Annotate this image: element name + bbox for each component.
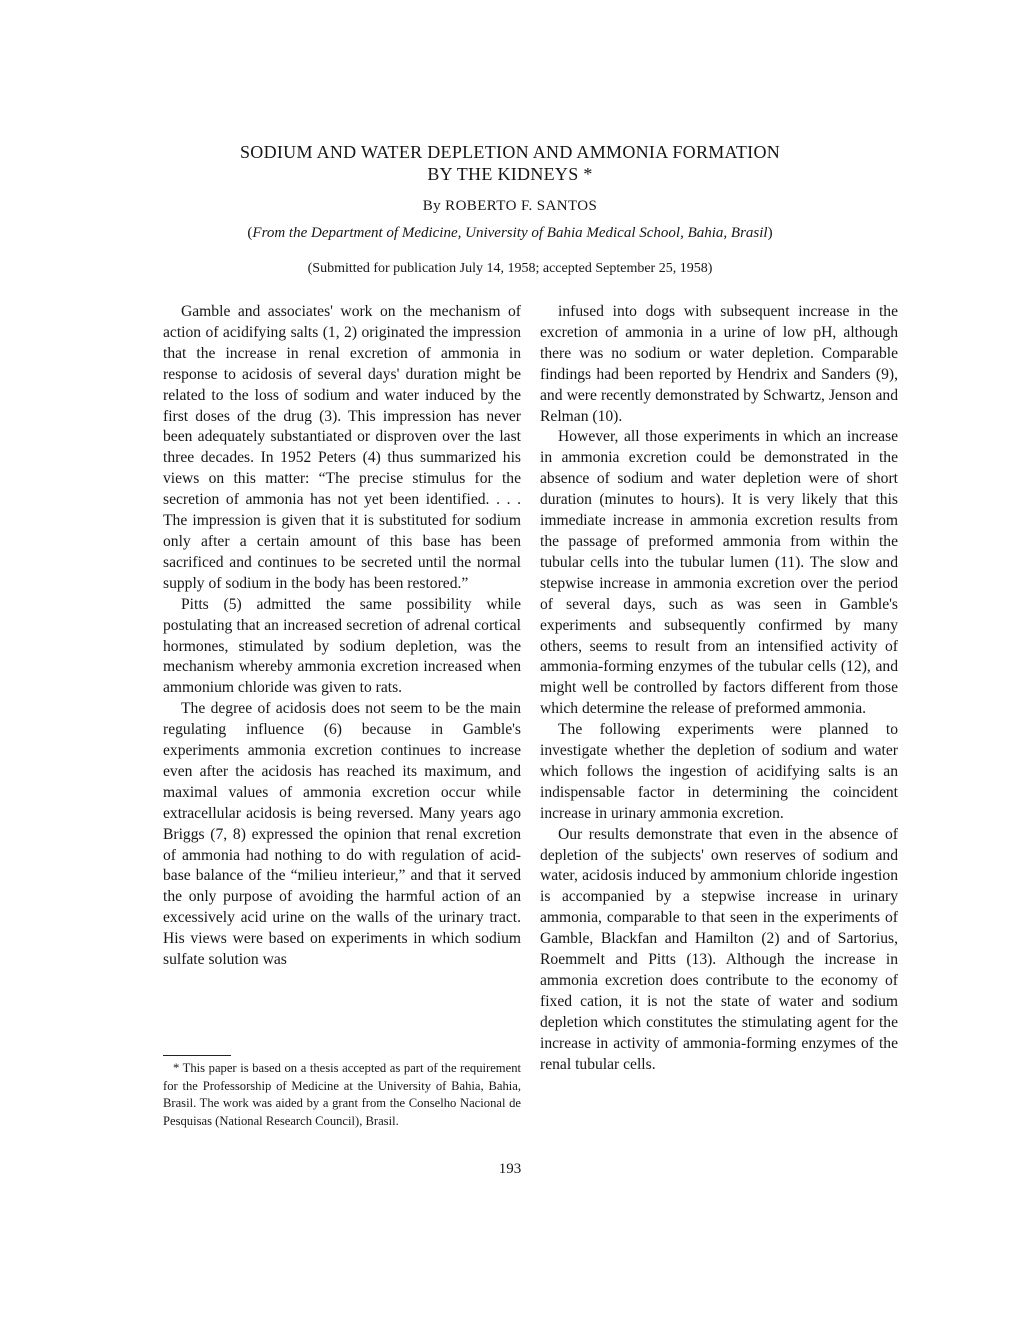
right-column: [540, 302, 898, 1076]
title-line-1: SODIUM AND WATER DEPLETION AND AMMONIA FORMATION: [239, 142, 781, 162]
page-number: 193: [498, 1161, 522, 1177]
footnote: [163, 1060, 521, 1130]
footnote-text: * This paper is based on a thesis accepted as part of the requirement for the Professorship of Medicine at the University of Bahia, Bahia, Brasil. The work was aided by a grant from the Conselho Nacional de Pesquisas (National Research Council), Brasil.: [163, 1061, 521, 1128]
affiliation-close-paren: ): [767, 225, 773, 241]
article-title: [0, 141, 1020, 185]
body-paragraph: The following experiments were planned to investigate whether the depletion of sodium and water which follows the ingestion of acidifying salts is an indispensable factor in determining the coincident increase in urinary ammonia excretion.: [540, 721, 898, 822]
body-paragraph: However, all those experiments in which an increase in ammonia excretion could be demonstrated in the absence of sodium and water depletion were of short duration (minutes to hours). It is very likely that this immediate increase in ammonia excretion results from the passage of preformed ammonia from within the tubular cells into the tubular lumen (11). The slow and stepwise increase in ammonia excretion over the period of several days, such as was seen in Gamble's experiments and subsequently confirmed by many others, seems to result from an intensified activity of ammonia-forming enzymes of the tubular cells (12), and might well be controlled by factors different from those which determine the release of preformed ammonia.: [540, 428, 898, 718]
body-paragraph: Gamble and associates' work on the mechanism of action of acidifying salts (1, 2) originated the impression that the increase in renal excretion of ammonia in response to acidosis of several days' duration might be related to the loss of sodium and water induced by the first doses of the drug (3). This impression has never been adequately substantiated or disproven over the last three decades. In 1952 Peters (4) thus summarized his views on this matter: “The precise stimulus for the secretion of ammonia has not yet been identified. . . . The impression is given that it is substituted for sodium only after a certain amount of this base has been sacrificed and continues to be secreted until the normal supply of sodium in the body has been restored.”: [163, 303, 521, 592]
title-line-2: BY THE KIDNEYS *: [427, 164, 593, 184]
affiliation-text: From the Department of Medicine, University of Bahia Medical School, Bahia, Brasil: [252, 225, 768, 241]
body-paragraph: Our results demonstrate that even in the absence of depletion of the subjects' own reserves of sodium and water, acidosis induced by ammonium chloride ingestion is accompanied by a stepwise increase in urinary ammonia, comparable to that seen in the experiments of Gamble, Blackfan and Hamilton (2) and of Sartorius, Roemmelt and Pitts (13). Although the increase in ammonia excretion does contribute to the economy of fixed cation, it is not the state of water and sodium depletion which constitutes the stimulating agent for the increase in activity of ammonia-forming enzymes of the renal tubular cells.: [540, 825, 898, 1073]
affiliation: [0, 224, 1020, 242]
author-name: ROBERTO F. SANTOS: [445, 198, 598, 214]
body-paragraph: The degree of acidosis does not seem to be the main regulating influence (6) because in Gamble's experiments ammonia excretion continues to increase even after the acidosis has reached its maximum, and maximal values of ammonia excretion occur while extracellular acidosis is being reversed. Many years ago Briggs (7, 8) expressed the opinion that renal excretion of ammonia had nothing to do with regulation of acid-base balance of the “milieu interieur,” and that it served the only purpose of avoiding the harmful action of an excessively acid urine on the walls of the urinary tract. His views were based on experiments in which sodium sulfate solution was: [163, 700, 521, 969]
body-paragraph: Pitts (5) admitted the same possibility while postulating that an increased secretion of adrenal cortical hormones, stimulated by sodium depletion, was the mechanism whereby ammonia excretion increased when ammonium chloride was given to rats.: [163, 595, 521, 697]
affiliation-open-paren: (: [247, 225, 253, 241]
author-byline: [0, 197, 1020, 215]
byline-by: By: [422, 198, 442, 214]
submission-dates: (Submitted for publication July 14, 1958; accepted September 25, 1958): [307, 261, 713, 276]
left-column: [163, 302, 521, 971]
body-paragraph: infused into dogs with subsequent increase in the excretion of ammonia in a urine of low pH, although there was no sodium or water depletion. Comparable findings had been reported by Hendrix and Sanders (9), and were recently demonstrated by Schwartz, Jenson and Relman (10).: [540, 303, 898, 425]
footnote-divider: [163, 1055, 231, 1056]
